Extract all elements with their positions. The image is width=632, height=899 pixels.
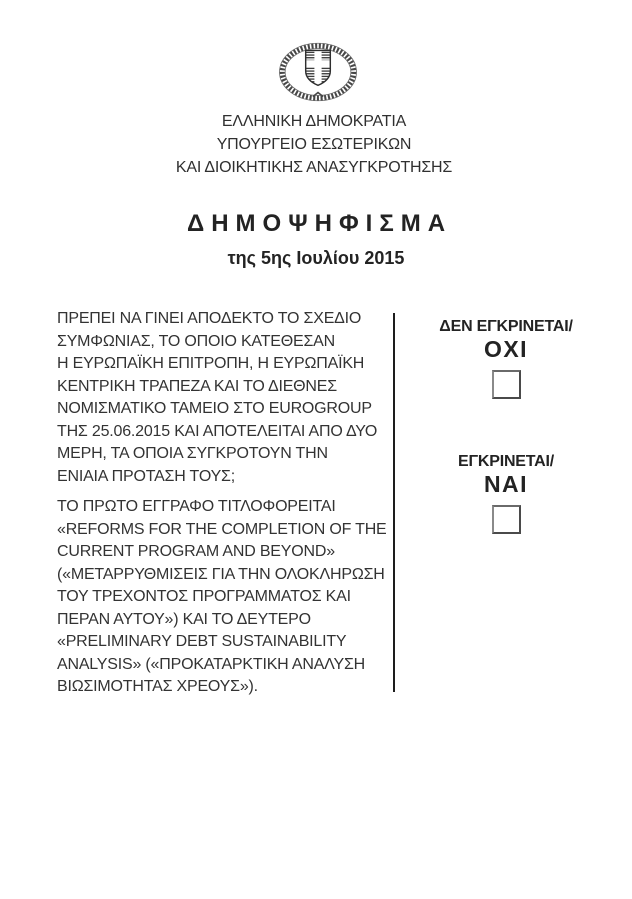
question-line: Η ΕΥΡΩΠΑΪΚΗ ΕΠΙΤΡΟΠΗ, Η ΕΥΡΩΠΑΪΚΗ: [57, 355, 365, 372]
question-line: CURRENT PROGRAM AND BEYOND»: [57, 543, 335, 560]
option-yes: [394, 453, 618, 534]
question-line: ANALYSIS» («ΠΡΟΚΑΤΑΡΚΤΙΚΗ ΑΝΑΛΥΣΗ: [57, 655, 365, 673]
option-no-checkbox[interactable]: [492, 370, 521, 399]
referendum-date: της 5ης Ιουλίου 2015: [227, 248, 405, 268]
question-paragraph-2: [57, 496, 393, 699]
question-line: ΤΟ ΠΡΩΤΟ ΕΓΓΡΑΦΟ ΤΙΤΛΟΦΟΡΕΙΤΑΙ: [57, 498, 336, 515]
question-line: «REFORMS FOR THE COMPLETION OF THE: [57, 520, 387, 538]
question-line: «PRELIMINARY DEBT SUSTAINABILITY: [57, 633, 347, 650]
option-no-label: ΔΕΝ ΕΓΚΡΙΝΕΤΑΙ/: [439, 318, 573, 335]
ministry-line-2: ΥΠΟΥΡΓΕΙΟ ΕΣΩΤΕΡΙΚΩΝ: [216, 136, 412, 153]
option-yes-answer: ΝΑΙ: [483, 471, 529, 497]
question-line: ΠΕΡΑΝ ΑΥΤΟΥ») ΚΑΙ ΤΟ ΔΕΥΤΕΡΟ: [57, 610, 311, 628]
question-line: ΝΟΜΙΣΜΑΤΙΚΟ ΤΑΜΕΙΟ ΣΤΟ EUROGROUP: [57, 400, 372, 417]
question-text: [57, 308, 393, 699]
question-line: ΤΗΣ 25.06.2015 ΚΑΙ ΑΠΟΤΕΛΕΙΤΑΙ ΑΠΟ ΔΥΟ: [57, 422, 378, 440]
option-yes-label: ΕΓΚΡΙΝΕΤΑΙ/: [457, 453, 555, 470]
question-line: ΚΕΝΤΡΙΚΗ ΤΡΑΠΕΖΑ ΚΑΙ ΤΟ ΔΙΕΘΝΕΣ: [57, 377, 337, 395]
option-yes-checkbox[interactable]: [492, 505, 521, 534]
ministry-line-1: ΕΛΛΗΝΙΚΗ ΔΗΜΟΚΡΑΤΙΑ: [221, 113, 407, 130]
question-line: ΜΕΡΗ, ΤΑ ΟΠΟΙΑ ΣΥΓΚΡΟΤΟΥΝ ΤΗΝ: [57, 445, 328, 462]
question-paragraph-1: [57, 308, 393, 488]
ministry-line-3: ΚΑΙ ΔΙΟΙΚΗΤΙΚΗΣ ΑΝΑΣΥΓΚΡΟΤΗΣΗΣ: [175, 159, 453, 176]
question-line: («ΜΕΤΑΡΡΥΘΜΙΣΕΙΣ ΓΙΑ ΤΗΝ ΟΛΟΚΛΗΡΩΣΗ: [57, 565, 385, 583]
referendum-title: ΔΗΜΟΨΗΦΙΣΜΑ: [186, 210, 453, 237]
greek-coat-of-arms-icon: [279, 42, 357, 102]
question-line: ΕΝΙΑΙΑ ΠΡΟΤΑΣΗ ΤΟΥΣ;: [57, 467, 235, 485]
question-line: ΣΥΜΦΩΝΙΑΣ, ΤΟ ΟΠΟΙΟ ΚΑΤΕΘΕΣΑΝ: [57, 332, 335, 350]
option-no-answer: ΟΧΙ: [483, 336, 529, 362]
ministry-header: [0, 110, 628, 179]
question-line: ΒΙΩΣΙΜΟΤΗΤΑΣ ΧΡΕΟΥΣ»).: [57, 678, 258, 695]
option-no: [394, 318, 618, 399]
question-line: ΤΟΥ ΤΡΕΧΟΝΤΟΣ ΠΡΟΓΡΑΜΜΑΤΟΣ ΚΑΙ: [57, 588, 351, 605]
question-line: ΠΡΕΠΕΙ ΝΑ ΓΙΝΕΙ ΑΠΟΔΕΚΤΟ ΤΟ ΣΧΕΔΙΟ: [57, 310, 362, 327]
